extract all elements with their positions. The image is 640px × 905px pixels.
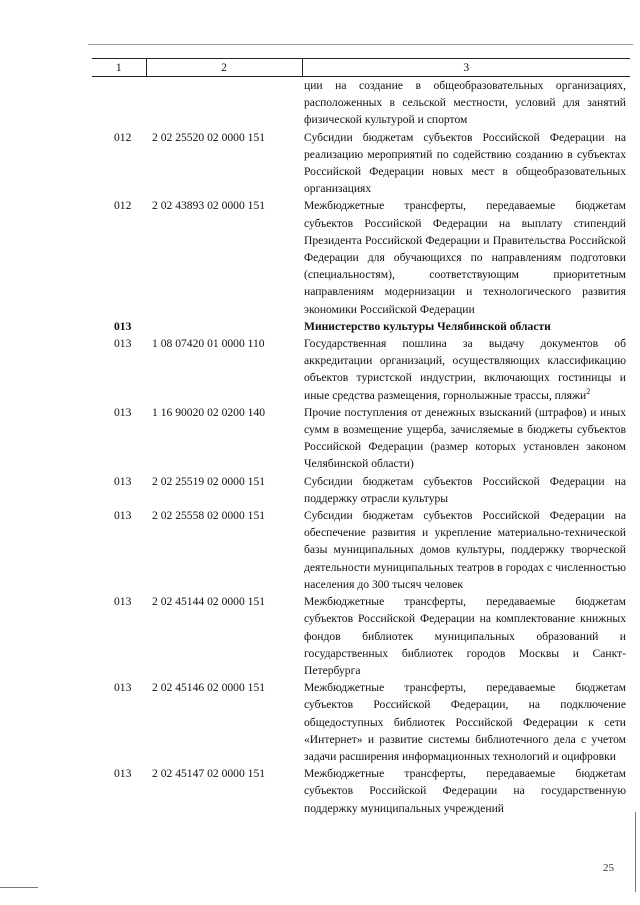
admin-code: 013 [114,595,132,609]
table-row [92,679,630,765]
table-row [92,507,630,593]
admin-code: 013 [114,319,132,333]
header-col-2: 2 [146,59,302,77]
income-description-cell [302,335,630,404]
income-description: Межбюджетные трансферты, передаваемые бюджетам субъектов Российской Федерации на комплектование книжных фондов библиотек муниципальных образований и государственных библиотек городов Москвы и Санкт-Петербурга [304,595,626,677]
income-description: Межбюджетные трансферты, передаваемые бюджетам субъектов Российской Федерации на выплату стипендий Президента Российской Федерации и Правительства Российской Федерации для обучающихся по направлениям подготовки (специальностям), соответствующим приоритетным направлениям модернизации и технологического развития экономики Российской Федерации [304,199,626,316]
budget-code: 2 02 25520 02 0000 151 [152,130,266,144]
admin-code: 012 [114,199,132,213]
budget-code: 2 02 45146 02 0000 151 [152,681,266,695]
table-row [92,473,630,507]
budget-code: 2 02 25519 02 0000 151 [152,474,266,488]
table-row [92,197,630,317]
admin-code: 013 [114,405,132,419]
budget-code: 2 02 45147 02 0000 151 [152,767,266,781]
department-heading-row [92,318,630,335]
table-header-row [92,59,630,77]
income-description: Субсидии бюджетам субъектов Российской Федерации на обеспечение развития и укрепление материально-технической базы муниципальных домов культуры, поддержку творческой деятельности муниципальных театров в городах с численностью населения до 300 тысяч человек [304,509,626,591]
header-col-1: 1 [92,59,146,77]
income-description: Межбюджетные трансферты, передаваемые бюджетам субъектов Российской Федерации, на подключение общедоступных библиотек Российской Федерации к сети «Интернет» и развитие системы библиотечного дела с учетом задачи расширения информационных технологий и оцифровки [304,681,626,763]
budget-code: 2 02 43893 02 0000 151 [152,199,266,213]
admin-code [92,77,146,129]
income-description: Субсидии бюджетам субъектов Российской Федерации на поддержку отрасли культуры [304,474,626,505]
admin-code: 013 [114,681,132,695]
table-row [92,77,630,129]
page-number: 25 [603,862,614,874]
budget-code [146,318,302,335]
income-description: Субсидии бюджетам субъектов Российской Федерации на реализацию мероприятий по содействию созданию в субъектах Российской Федерации новых мест в общеобразовательных организациях [304,130,626,196]
top-rule [88,44,633,45]
budget-code [146,77,302,129]
budget-code: 2 02 25558 02 0000 151 [152,509,266,523]
scan-edge-mark [0,887,38,888]
income-description: Межбюджетные трансферты, передаваемые бюджетам субъектов Российской Федерации на государственную поддержку муниципальных учреждений [304,767,626,815]
table-row [92,593,630,679]
admin-code: 013 [114,509,132,523]
department-title: Министерство культуры Челябинской области [304,319,551,333]
income-description: Прочие поступления от денежных взысканий (штрафов) и иных сумм в возмещение ущерба, зачисляемые в бюджеты субъектов Российской Федерации (размер которых установлен законом Челябинской области) [304,405,626,471]
table-row [92,335,630,404]
table-row [92,129,630,198]
admin-code: 013 [114,337,132,351]
budget-code: 2 02 45144 02 0000 151 [152,595,266,609]
admin-code: 013 [114,474,132,488]
admin-code: 013 [114,767,132,781]
budget-code: 1 16 90020 02 0200 140 [152,405,266,419]
footnote-marker: 2 [586,386,591,396]
budget-classification-table [92,58,630,817]
header-col-3: 3 [302,59,630,77]
income-description: ции на создание в общеобразовательных организациях, расположенных в сельской местности, условий для занятий физической культурой и спортом [304,79,626,127]
admin-code: 012 [114,130,132,144]
table-row [92,404,630,473]
budget-code: 1 08 07420 01 0000 110 [152,337,265,351]
income-description: Государственная пошлина за выдачу документов об аккредитации организаций, осуществляющих классификацию объектов туристской индустрии, включающих гостиницы и иные средства размещения, горнолыжные трассы, пляжи [304,337,626,402]
scan-edge-mark [635,812,636,892]
table-row [92,765,630,817]
